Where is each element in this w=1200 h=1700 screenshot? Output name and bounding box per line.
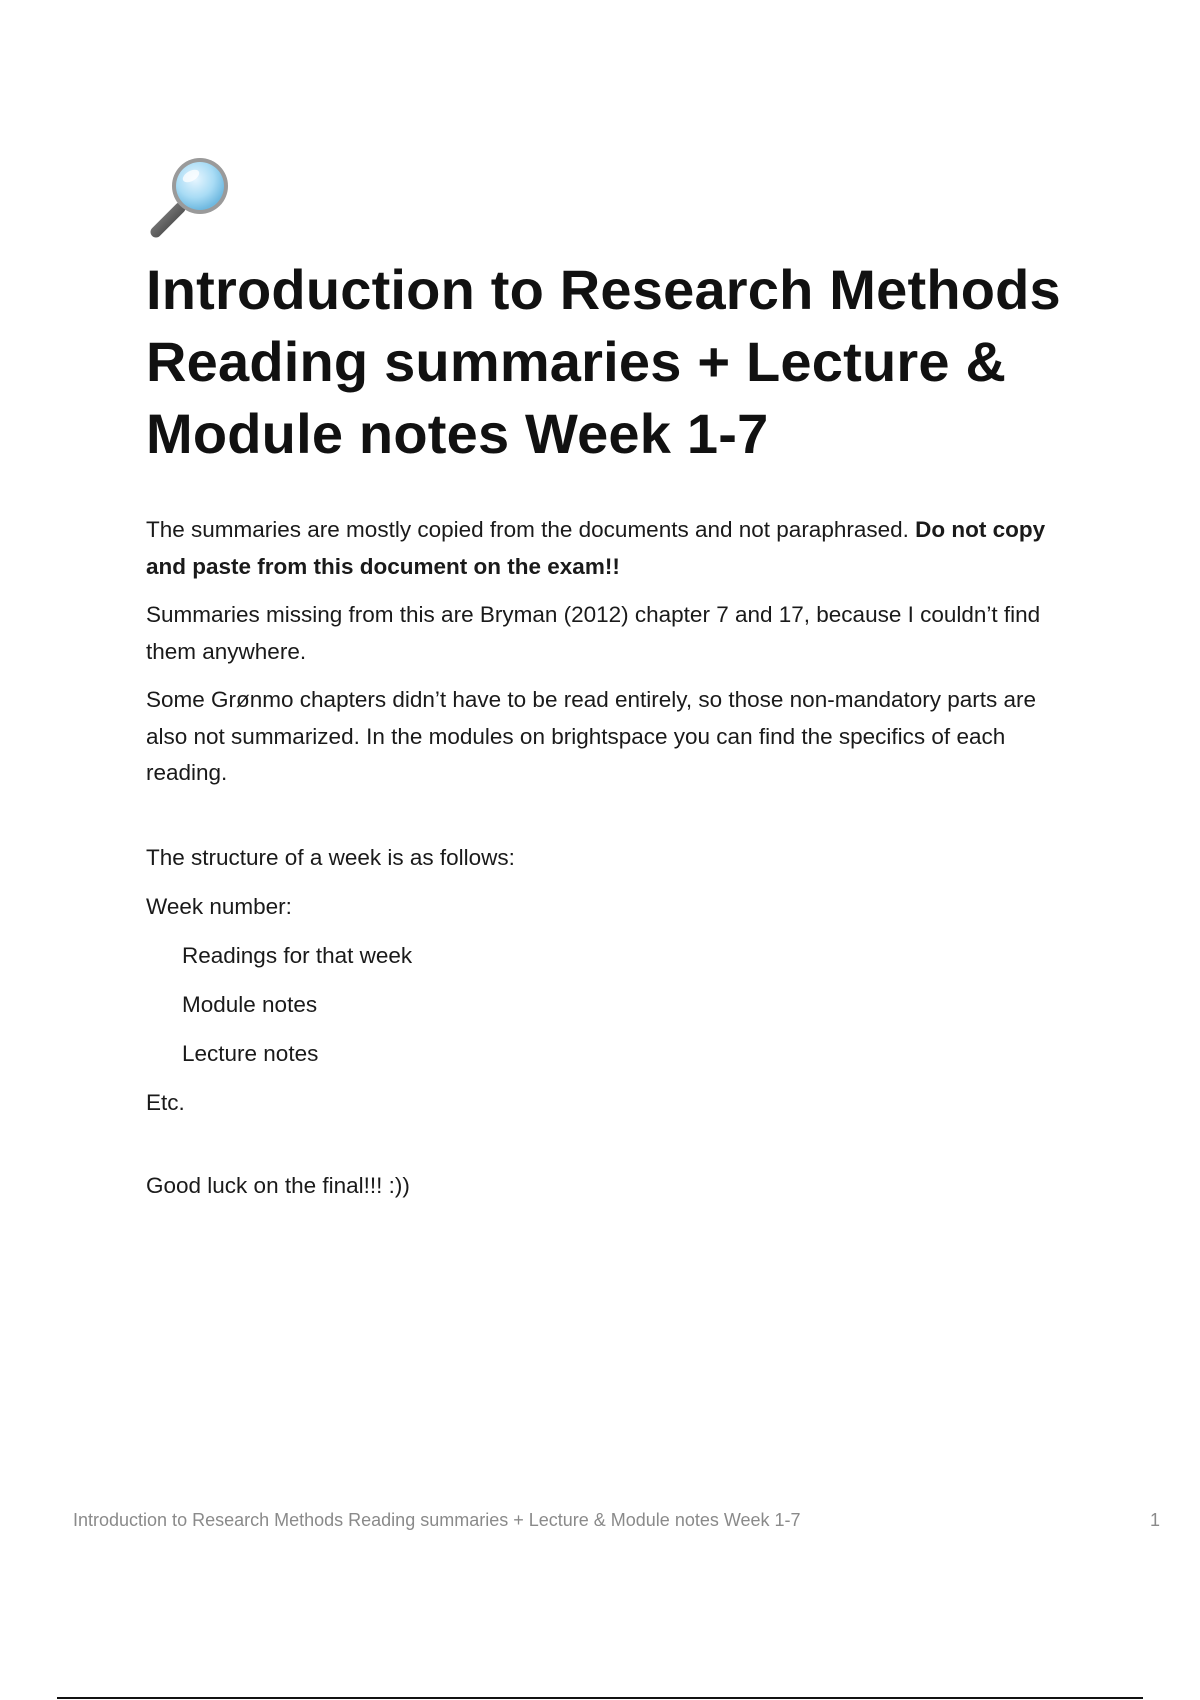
magnifying-glass-icon xyxy=(146,150,236,240)
missing-summaries-paragraph: Summaries missing from this are Bryman (2012) chapter 7 and 17, because I couldn’t find them anywhere. xyxy=(146,602,1041,664)
week-item-readings: Readings for that week xyxy=(182,942,413,968)
week-label: Week number: xyxy=(146,893,292,919)
footer-title: Introduction to Research Methods Reading summaries + Lecture & Module notes Week 1-7 xyxy=(73,1510,801,1530)
week-item-module-notes: Module notes xyxy=(182,991,318,1017)
gronmo-paragraph: Some Grønmo chapters didn’t have to be read entirely, so those non-mandatory parts are also not summarized. In the modules on brightspace you can find the specifics of each reading. xyxy=(146,687,1037,785)
intro-paragraph xyxy=(146,512,1066,585)
etc-line: Etc. xyxy=(146,1089,185,1115)
structure-intro: The structure of a week is as follows: xyxy=(146,844,515,870)
exam-warning: Do not copy and paste from this document on the exam!! xyxy=(146,517,1046,579)
document-title: Introduction to Research Methods Reading summaries + Lecture & Module notes Week 1-7 xyxy=(146,258,1061,465)
intro-text: The summaries are mostly copied from the documents and not paraphrased. xyxy=(146,517,916,542)
page-number: 1 xyxy=(1149,1510,1160,1530)
page-footer xyxy=(73,1510,1160,1531)
page-bottom-rule xyxy=(57,1697,1143,1699)
document-page xyxy=(146,150,1066,1217)
closing-line: Good luck on the final!!! :)) xyxy=(146,1172,410,1198)
week-item-lecture-notes: Lecture notes xyxy=(182,1040,319,1066)
document-body xyxy=(146,512,1066,1204)
